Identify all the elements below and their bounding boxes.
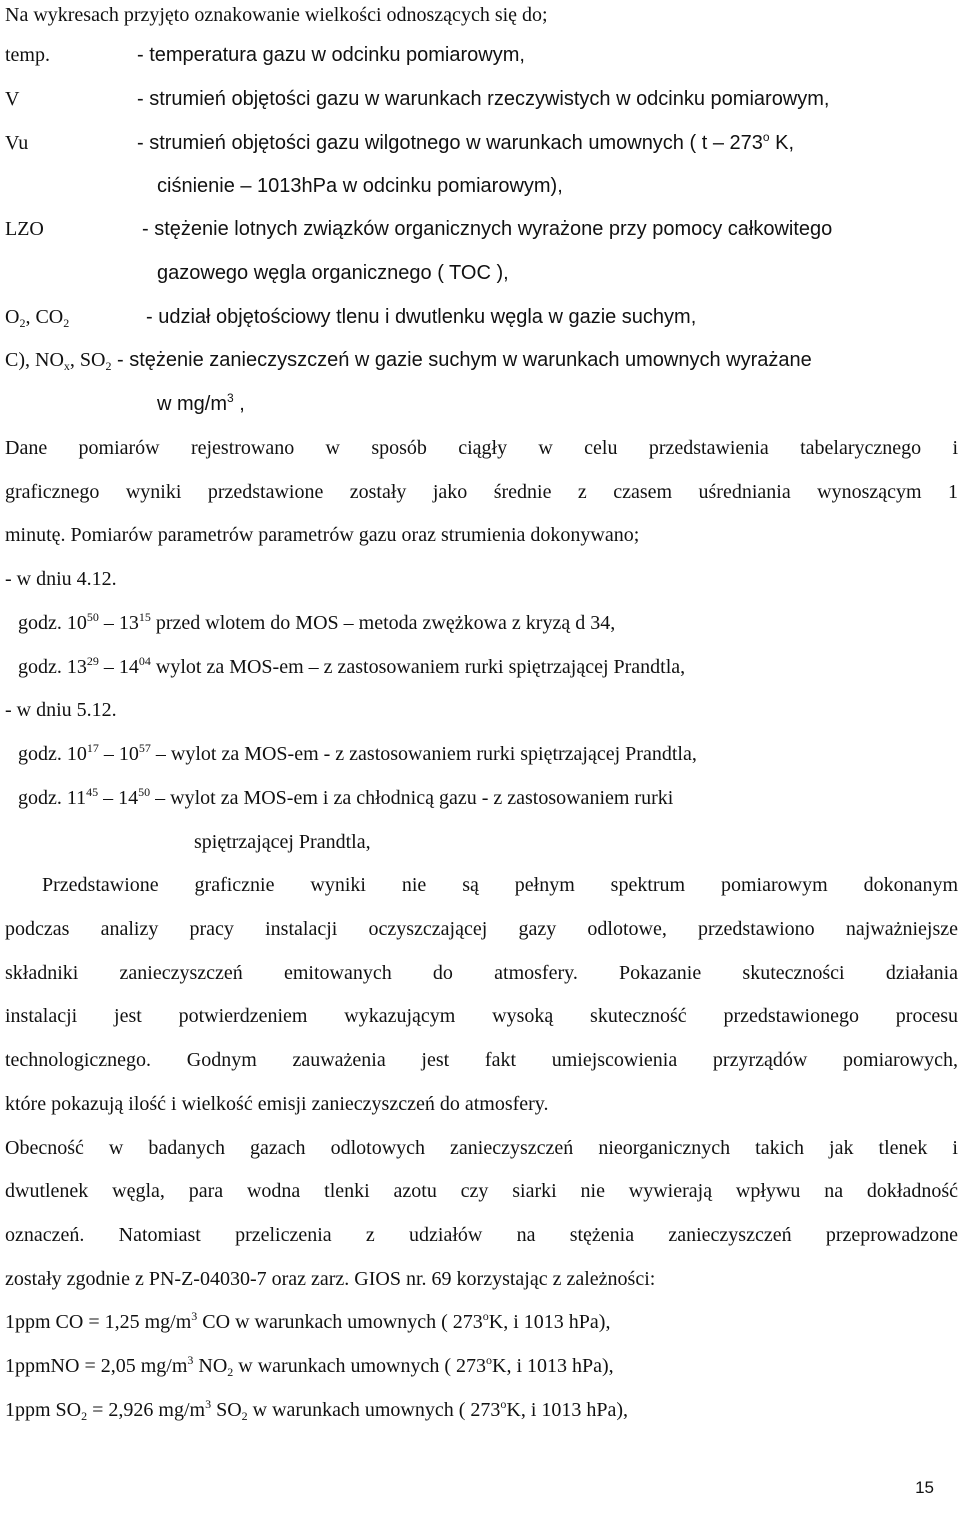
g1-b: – 13 (98, 612, 139, 634)
o2-sub: 2 (19, 316, 26, 330)
g1-s1: 50 (86, 610, 99, 624)
g3-s1: 17 (86, 741, 99, 755)
p1-2: graficznego wyniki przedstawione zostały jako średnie z czasem uśredniania wynoszącym 1 (5, 481, 958, 503)
formula-no-text (5, 1351, 614, 1381)
legend-key-vu: Vu (5, 132, 29, 154)
g4-s2: 50 (138, 785, 151, 799)
g3-a: godz. 10 (18, 743, 87, 765)
p2-1: Przedstawione graficznie wyniki nie są pełnym spektrum pomiarowym dokonanym (42, 874, 958, 896)
legend-desc-vu (137, 128, 794, 158)
g3-b: – 10 (98, 743, 139, 765)
f1-b: CO w warunkach umownych ( 273 (197, 1311, 483, 1333)
p2-5: technologicznego. Godnym zauważenia jest fakt umiejscowienia przyrządów pomiarowych, (5, 1049, 958, 1071)
c-sub-x: x (63, 359, 70, 373)
p3-2: dwutlenek węgla, para wodna tlenki azotu czy siarki nie wywierają wpływu na dokładność (5, 1180, 958, 1202)
p2-6: które pokazują ilość i wielkość emisji zanieczyszczeń do atmosfery. (5, 1093, 549, 1115)
f2-a: 1ppmNO = 2,05 mg/m (5, 1355, 188, 1377)
f1-s: 3 (191, 1309, 198, 1323)
p1-1: Dane pomiarów rejestrowano w sposób ciągły w celu przedstawienia tabelarycznego i (5, 437, 958, 459)
legend-desc-lzo: - stężenie lotnych związków organicznych wyrażone przy pomocy całkowitego (142, 218, 833, 240)
mg-sup: 3 (227, 391, 234, 405)
legend-desc-lzo-2: gazowego węgla organicznego ( TOC ), (157, 262, 509, 284)
g1-c: przed wlotem do MOS – metoda zwężkowa z kryzą d 34, (150, 612, 616, 634)
f2-sub: 2 (227, 1365, 234, 1379)
entry-4-text (18, 783, 673, 813)
g1-a: godz. 10 (18, 612, 87, 634)
p3-3: oznaczeń. Natomiast przeliczenia z udziałów na stężenia zanieczyszczeń przeprowadzone (5, 1224, 958, 1246)
c-a: C), NO (5, 349, 64, 371)
f3-sub2: 2 (241, 1409, 248, 1423)
day-1: - w dniu 4.12. (5, 568, 117, 590)
co2-sub: 2 (63, 316, 70, 330)
c-desc: - stężenie zanieczyszczeń w gazie suchym w warunkach umownych wyrażane (111, 349, 812, 371)
p1-3: minutę. Pomiarów parametrów parametrów gazu oraz strumienia dokonywano; (5, 524, 640, 546)
formula-co-text (5, 1307, 610, 1337)
g2-c: wylot za MOS-em – z zastosowaniem rurki spiętrzającej Prandtla, (150, 656, 686, 678)
f3-c: SO (211, 1399, 242, 1421)
legend-key-temp: temp. (5, 44, 50, 66)
g2-a: godz. 13 (18, 656, 87, 678)
f1-a: 1ppm CO = 1,25 mg/m (5, 1311, 192, 1333)
f2-b: NO (193, 1355, 228, 1377)
entry-1-text (18, 608, 615, 638)
f3-s: 3 (205, 1397, 212, 1411)
legend-desc-o2-co2: - udział objętościowy tlenu i dwutlenku węgla w gazie suchym, (146, 306, 697, 328)
g4-b: – 14 (98, 787, 139, 809)
g4-a: godz. 11 (18, 787, 87, 809)
legend-desc-v: - strumień objętości gazu w warunkach rzeczywistych w odcinku pomiarowym, (137, 88, 830, 110)
p2-3: składniki zanieczyszczeń emitowanych do atmosfery. Pokazanie skuteczności działania (5, 962, 958, 984)
mg-b: , (233, 393, 245, 415)
p3-1: Obecność w badanych gazach odlotowych zanieczyszczeń nieorganicznych takich jak tlenek i (5, 1137, 958, 1159)
o2-a: O (5, 306, 20, 328)
c-sub-2: 2 (105, 359, 112, 373)
legend-key-o2-co2 (5, 302, 69, 332)
vu-desc-sup: o (762, 130, 770, 144)
legend-key-v: V (5, 88, 20, 110)
day-2: - w dniu 5.12. (5, 699, 117, 721)
g3-c: – wylot za MOS-em - z zastosowaniem rurki spiętrzającej Prandtla, (150, 743, 697, 765)
legend-units-text (157, 389, 245, 419)
f2-o: o (486, 1353, 493, 1367)
g4-s1: 45 (86, 785, 99, 799)
legend-key-pollutants (5, 345, 812, 375)
mg-a: w mg/m (157, 393, 227, 415)
f3-sub1: 2 (81, 1409, 88, 1423)
f3-e: K, i 1013 hPa), (506, 1399, 629, 1421)
f3-o: o (500, 1397, 507, 1411)
f1-o: o (482, 1309, 489, 1323)
legend-key-lzo: LZO (5, 218, 44, 240)
g2-s2: 04 (138, 654, 151, 668)
entry-4-cont: spiętrzającej Prandtla, (194, 831, 371, 853)
vu-desc-b: K, (769, 132, 795, 154)
formula-so2-text (5, 1395, 628, 1425)
f2-d: K, i 1013 hPa), (492, 1355, 614, 1377)
legend-desc-temp: - temperatura gazu w odcinku pomiarowym, (137, 44, 525, 66)
entry-2-text (18, 652, 685, 682)
f3-a: 1ppm SO (5, 1399, 82, 1421)
co2-a: , CO (25, 306, 64, 328)
p2-4: instalacji jest potwierdzeniem wykazującym wysoką skuteczność przedstawionego procesu (5, 1005, 958, 1027)
f1-c: K, i 1013 hPa), (488, 1311, 611, 1333)
vu-desc-a: - strumień objętości gazu wilgotnego w warunkach umownych ( t – 273 (137, 132, 763, 154)
g2-s1: 29 (86, 654, 99, 668)
g4-c: – wylot za MOS-em i za chłodnicą gazu - z zastosowaniem rurki (150, 787, 674, 809)
entry-3-text (18, 739, 697, 769)
f2-s: 3 (187, 1353, 194, 1367)
f3-d: w warunkach umownych ( 273 (247, 1399, 501, 1421)
f2-c: w warunkach umownych ( 273 (233, 1355, 487, 1377)
c-b: , SO (69, 349, 106, 371)
p2-2: podczas analizy pracy instalacji oczyszczającej gazy odlotowe, przedstawiono najważniejsze (5, 918, 958, 940)
g2-b: – 14 (98, 656, 139, 678)
intro-text: Na wykresach przyjęto oznakowanie wielkości odnoszących się do; (5, 4, 548, 26)
p3-4: zostały zgodnie z PN-Z-04030-7 oraz zarz. GIOS nr. 69 korzystając z zależności: (5, 1268, 656, 1290)
g1-s2: 15 (138, 610, 151, 624)
f3-b: = 2,926 mg/m (87, 1399, 206, 1421)
g3-s2: 57 (138, 741, 151, 755)
page-number: 15 (915, 1478, 934, 1497)
legend-desc-vu-2: ciśnienie – 1013hPa w odcinku pomiarowym), (157, 175, 563, 197)
